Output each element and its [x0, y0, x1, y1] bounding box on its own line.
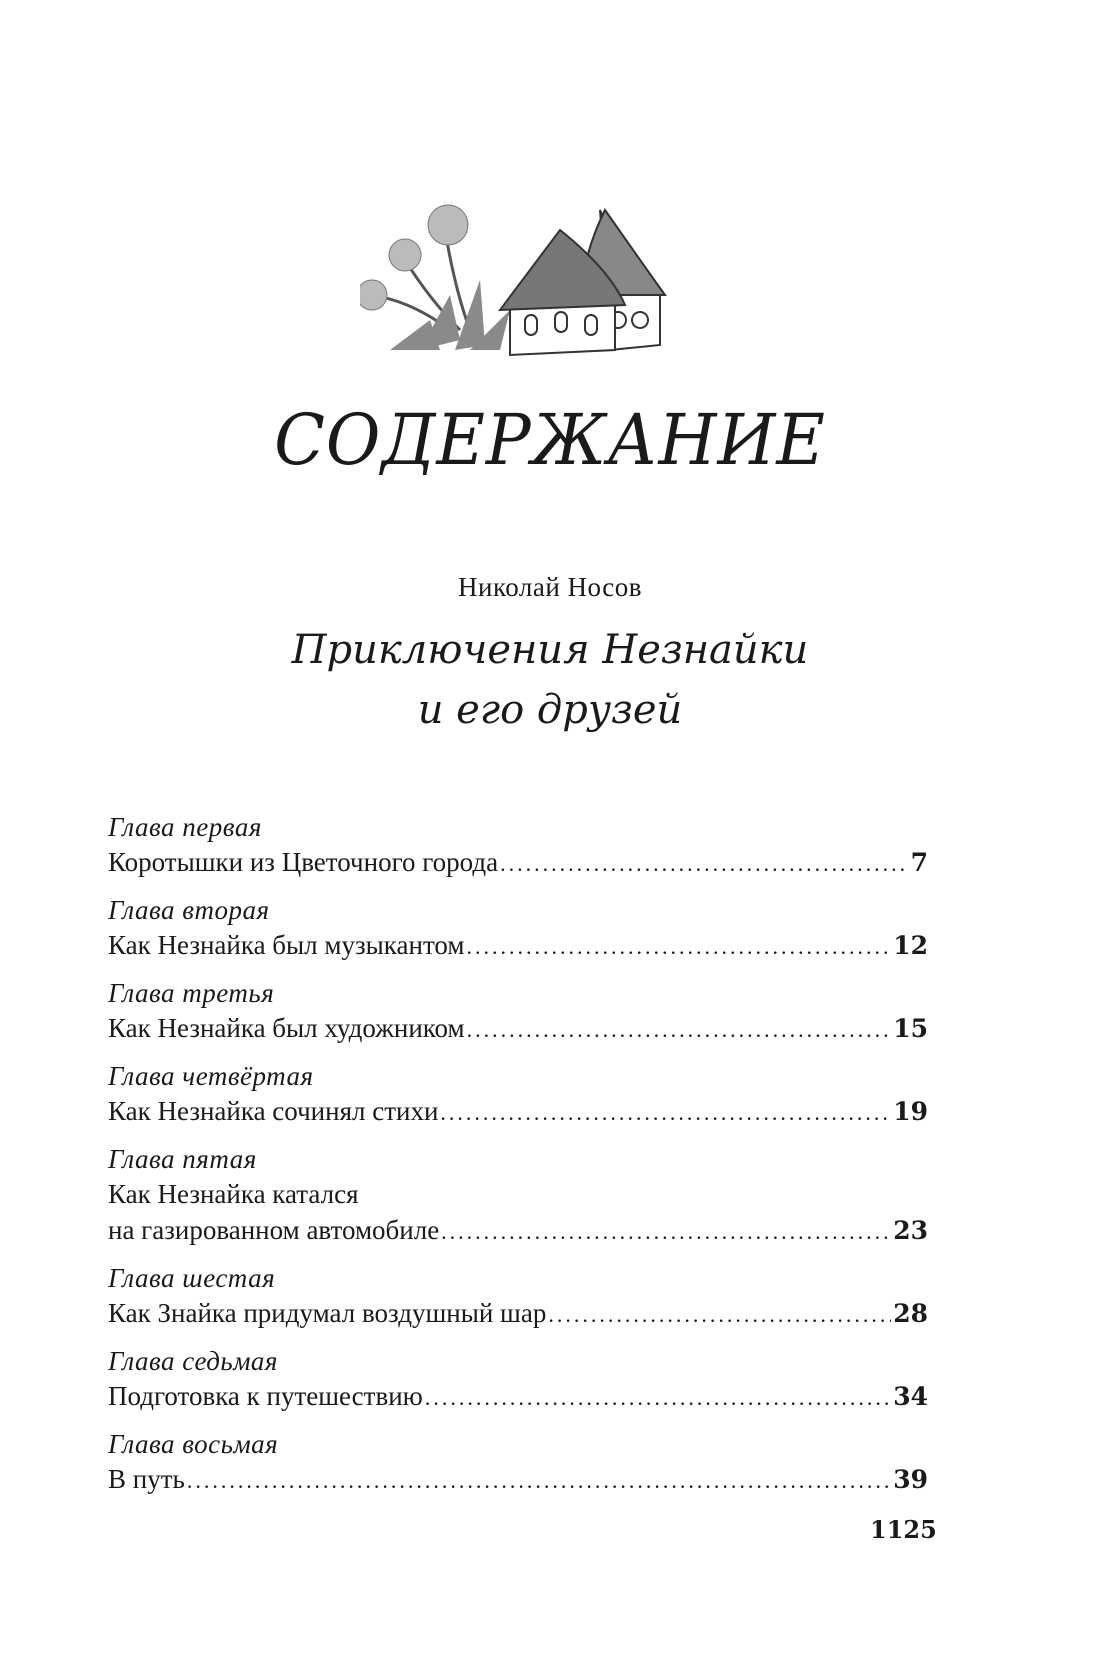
- chapter-title: Как Знайка придумал воздушный шар: [108, 1298, 547, 1328]
- chapter-title: В путь: [108, 1464, 185, 1494]
- chapter-label: Глава восьмая: [108, 1429, 279, 1459]
- page-ref: 19: [893, 1097, 928, 1126]
- book-author: Николай Носов: [458, 572, 642, 602]
- page-ref: 12: [893, 931, 928, 960]
- toc-entry[interactable]: [108, 1142, 928, 1250]
- dot-leader: [440, 1095, 891, 1131]
- toc-entry[interactable]: [108, 976, 928, 1048]
- dot-leader: [466, 929, 891, 965]
- toc-entry[interactable]: [108, 1427, 928, 1499]
- toc-entry[interactable]: [108, 1261, 928, 1333]
- dandelions-and-houses-illustration: [360, 200, 690, 360]
- chapter-label: Глава шестая: [108, 1263, 276, 1293]
- page-ref: 39: [893, 1465, 928, 1494]
- chapter-label: Глава третья: [108, 978, 275, 1008]
- dot-leader: [187, 1463, 891, 1499]
- chapter-title: Подготовка к путешествию: [108, 1381, 423, 1411]
- chapter-title: Как Незнайка катался: [108, 1179, 359, 1209]
- toc-entry[interactable]: [108, 1344, 928, 1416]
- table-of-contents: [108, 810, 928, 1510]
- chapter-title: Как Незнайка сочинял стихи: [108, 1096, 439, 1126]
- page-ref: 28: [893, 1299, 928, 1328]
- chapter-title: на газированном автомобиле: [108, 1215, 440, 1245]
- page-ref: 7: [910, 848, 928, 877]
- toc-entry[interactable]: [108, 1059, 928, 1131]
- page-ref: 15: [893, 1014, 928, 1043]
- page-ref: 23: [893, 1216, 928, 1245]
- page-ref: 34: [893, 1382, 928, 1411]
- chapter-title: Как Незнайка был музыкантом: [108, 930, 465, 960]
- book-title-line1: Приключения Незнайки: [291, 627, 809, 673]
- dot-leader: [425, 1380, 891, 1416]
- chapter-title: Коротышки из Цветочного города: [108, 847, 499, 877]
- book-title-line2: и его друзей: [417, 687, 683, 733]
- toc-entry[interactable]: [108, 893, 928, 965]
- chapter-label: Глава пятая: [108, 1144, 257, 1174]
- chapter-label: Глава седьмая: [108, 1346, 278, 1376]
- chapter-label: Глава четвёртая: [108, 1061, 314, 1091]
- page-title: СОДЕРЖАНИЕ: [274, 399, 826, 481]
- dot-leader: [441, 1214, 891, 1250]
- chapter-title: Как Незнайка был художником: [108, 1013, 465, 1043]
- page-number: 1125: [870, 1515, 937, 1544]
- dot-leader: [500, 846, 909, 882]
- book-title: [0, 620, 1100, 740]
- dot-leader: [467, 1012, 892, 1048]
- chapter-label: Глава первая: [108, 812, 262, 842]
- dot-leader: [548, 1297, 891, 1333]
- chapter-label: Глава вторая: [108, 895, 270, 925]
- toc-entry[interactable]: [108, 810, 928, 882]
